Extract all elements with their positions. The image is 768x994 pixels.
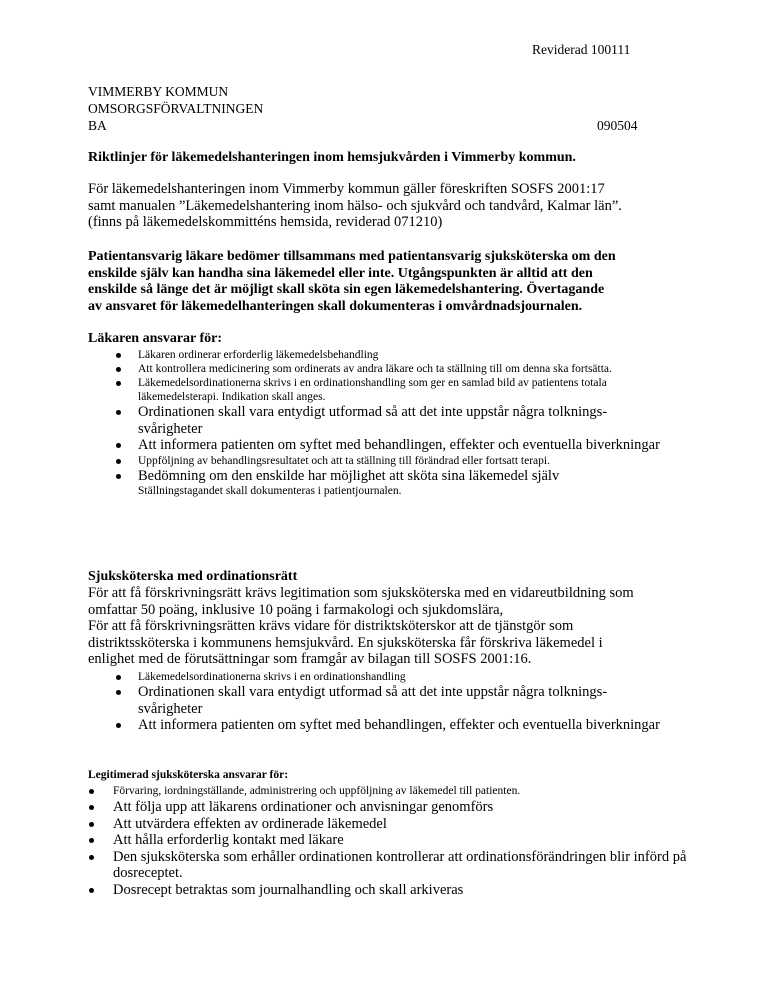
document-date: 090504 [597,118,638,133]
list-item: Att kontrollera medicinering som ordinerats av andra läkare och ta ställning till om denna ska fortsätta. [116,362,666,376]
list-item: Den sjuksköterska som erhåller ordinationen kontrollerar att ordinationsförändringen blir införd på dosreceptet. [88,849,688,882]
list-item: Att hålla erforderlig kontakt med läkare [88,832,688,849]
department-code: BA [88,118,107,133]
list-item: Läkaren ordinerar erforderlig läkemedelsbehandling [116,348,666,362]
list-item: Att informera patienten om syftet med behandlingen, effekter och eventuella biverkningar [116,437,666,454]
doctor-list [116,348,666,498]
list-item: Förvaring, iordningställande, administrering och uppföljning av läkemedel till patienten. [88,783,688,799]
list-item: Ordinationen skall vara entydigt utformad så att det inte uppstår några tolknings- svårigheter [116,684,666,717]
list-item: Läkemedelsordinationerna skrivs i en ordinationshandling [116,670,666,684]
list-item: Uppföljning av behandlingsresultatet och att ta ställning till förändrad eller fortsatt terapi. [116,454,666,468]
bold-line: av ansvaret för läkemedelhanteringen skall dokumenteras i omvårdnadsjournalen. [88,298,583,314]
list-item-note: Ställningstagandet skall dokumenteras i patientjournalen. [138,485,402,497]
bold-line: enskilde själv kan handha sina läkemedel eller inte. Utgångspunkten är alltid att den [88,265,593,281]
page-title: Riktlinjer för läkemedelshanteringen inom hemsjukvården i Vimmerby kommun. [88,150,576,165]
bold-line: enskilde så länge det är möjligt skall sköta sin egen läkemedelshantering. Övertagande [88,282,605,297]
intro-line: samt manualen ”Läkemedelshantering inom hälso- och sjukvård och tandvård, Kalmar län”. [88,197,622,214]
list-item [116,468,666,499]
responsibility-paragraph [88,249,688,315]
licensed-nurse-heading: Legitimerad sjuksköterska ansvarar för: [88,769,289,781]
list-item: Att följa upp att läkarens ordinationer och anvisningar genomförs [88,799,688,816]
municipality-name: VIMMERBY KOMMUN [88,84,229,99]
list-item: Att utvärdera effekten av ordinerade läkemedel [88,816,688,833]
revision-date: Reviderad 100111 [532,42,631,57]
nurse-rights-line: enlighet med de förutsättningar som framgår av bilagan till SOSFS 2001:16. [88,651,532,667]
nurse-rights-paragraph [88,585,688,668]
nurse-rights-list [116,670,666,734]
licensed-nurse-list [88,783,688,898]
department-name: OMSORGSFÖRVALTNINGEN [88,101,264,116]
list-item: Att informera patienten om syftet med behandlingen, effekter och eventuella biverkningar [116,717,666,734]
bold-line: Patientansvarig läkare bedömer tillsammans med patientansvarig sjuksköterska om den [88,249,616,264]
nurse-rights-line: omfattar 50 poäng, inklusive 10 poäng i farmakologi och sjukdomslära, [88,601,504,618]
doctor-heading: Läkaren ansvarar för: [88,331,223,346]
nurse-rights-line: distriktssköterska i kommunens hemsjukvård. En sjuksköterska får förskriva läkemedel i [88,634,603,651]
list-item: Läkemedelsordinationerna skrivs i en ordinationshandling som ger en samlad bild av patientens totala läkemedelsterapi. Indikation skall anges. [116,376,666,404]
list-item: Ordinationen skall vara entydigt utformad så att det inte uppstår några tolknings- svårigheter [116,404,666,437]
intro-line: (finns på läkemedelskommitténs hemsida, reviderad 071210) [88,214,443,230]
nurse-rights-line: För att få förskrivningsrätt krävs legitimation som sjuksköterska med en vidareutbildning som [88,585,634,601]
list-item-text: Bedömning om den enskilde har möjlighet att sköta sina läkemedel själv [138,467,560,484]
intro-line: För läkemedelshanteringen inom Vimmerby kommun gäller föreskriften SOSFS 2001:17 [88,181,605,197]
intro-paragraph [88,181,688,231]
nurse-rights-heading: Sjuksköterska med ordinationsrätt [88,569,298,584]
list-item: Dosrecept betraktas som journalhandling och skall arkiveras [88,882,688,899]
nurse-rights-line: För att få förskrivningsrätten krävs vidare för distriktsköterskor att de tjänstgör som [88,618,574,634]
